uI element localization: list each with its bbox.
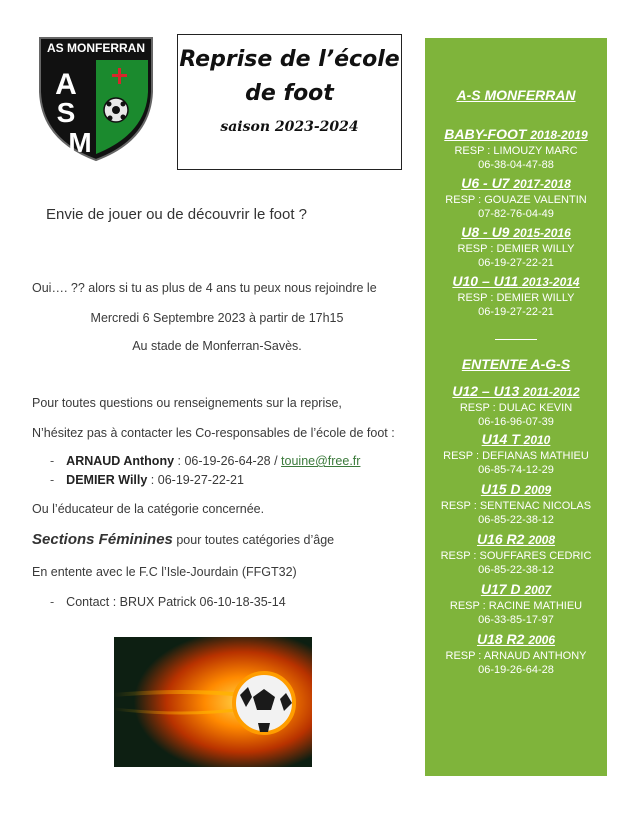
club-logo: [38, 30, 154, 162]
category-years: 2013-2014: [522, 275, 580, 289]
category-u15: [425, 481, 607, 527]
contact-phone-1: : 06-19-26-64-28 /: [174, 454, 282, 468]
feminine-contact: Contact : BRUX Patrick 06-10-18-35-14: [66, 595, 286, 609]
category-name: U12 – U13: [452, 383, 520, 399]
category-u17: [425, 581, 607, 627]
category-resp: RESP : ARNAUD ANTHONY: [445, 650, 587, 662]
category-resp: RESP : DEMIER WILLY: [457, 292, 575, 304]
category-resp: RESP : RACINE MATHIEU: [449, 600, 583, 612]
contact-person-2: - DEMIER Willy : 06-19-27-22-21: [50, 473, 244, 487]
category-phone: 07-82-76-04-49: [478, 208, 554, 220]
entente-heading: ENTENTE A-G-S: [461, 356, 571, 372]
logo-letter-s: S: [56, 97, 76, 128]
category-resp: RESP : GOUAZE VALENTIN: [445, 194, 587, 206]
logo-letter-a: A: [55, 68, 77, 101]
contact-person-1: - ARNAUD Anthony : 06-19-26-64-28 / touine@free.fr: [50, 454, 361, 468]
category-years: 2008: [528, 533, 556, 547]
category-years: 2018-2019: [530, 128, 588, 142]
title-season: saison 2023-2024: [220, 119, 359, 135]
category-u8-u9: [425, 224, 607, 270]
category-name: U6 - U7: [461, 175, 510, 191]
contact-email-link[interactable]: touine@free.fr: [281, 454, 361, 468]
headline: Envie de jouer ou de découvrir le foot ?: [46, 206, 307, 223]
category-name: U15 D: [480, 481, 521, 497]
intro-line-1: Oui…. ?? alors si tu as plus de 4 ans tu peux nous rejoindre le: [32, 281, 377, 295]
category-baby-foot: [425, 126, 607, 172]
category-years: 2009: [524, 483, 552, 497]
category-phone: 06-16-96-07-39: [478, 416, 554, 428]
category-years: 2015-2016: [513, 226, 571, 240]
contact-name-2: DEMIER Willy: [66, 473, 148, 487]
category-u14: [425, 431, 607, 477]
category-name: U18 R2: [476, 631, 525, 647]
title-box: [177, 34, 402, 170]
category-name: BABY-FOOT: [444, 126, 527, 142]
category-resp: RESP : SOUFFARES CEDRIC: [440, 550, 592, 562]
panel-separator: [495, 339, 537, 340]
contact-phone-2: : 06-19-27-22-21: [147, 473, 244, 487]
category-years: 2011-2012: [523, 385, 580, 399]
category-name: U10 – U11: [452, 273, 519, 289]
feminine-line: [32, 531, 334, 548]
intro-line-3: Au stade de Monferran-Savès.: [132, 339, 302, 353]
feminine-title: Sections Féminines: [32, 531, 173, 548]
category-resp: RESP : DEFIANAS MATHIEU: [443, 450, 589, 462]
category-resp: RESP : SENTENAC NICOLAS: [440, 500, 592, 512]
category-years: 2017-2018: [513, 177, 571, 191]
category-name: U8 - U9: [461, 224, 510, 240]
category-u18: [425, 631, 607, 677]
contact-line-1: Pour toutes questions ou renseignements sur la reprise,: [32, 396, 342, 410]
categories-panel: [425, 38, 607, 776]
category-name: U14 T: [481, 431, 520, 447]
category-phone: 06-19-27-22-21: [478, 257, 554, 269]
intro-line-2: Mercredi 6 Septembre 2023 à partir de 17h15: [90, 311, 344, 325]
category-years: 2006: [528, 633, 556, 647]
category-name: U16 R2: [476, 531, 525, 547]
category-u6-u7: [425, 175, 607, 221]
contact-educator: Ou l’éducateur de la catégorie concernée.: [32, 502, 265, 516]
category-resp: RESP : LIMOUZY MARC: [454, 145, 578, 157]
category-phone: 06-85-74-12-29: [478, 464, 554, 476]
feminine-contact-row: - Contact : BRUX Patrick 06-10-18-35-14: [50, 595, 286, 609]
category-phone: 06-19-26-64-28: [478, 664, 554, 676]
category-u12-u13: [425, 383, 607, 429]
category-phone: 06-19-27-22-21: [478, 306, 554, 318]
category-phone: 06-85-22-38-12: [478, 514, 554, 526]
title-line-2: de foot: [245, 81, 334, 106]
category-phone: 06-33-85-17-97: [478, 614, 554, 626]
category-phone: 06-38-04-47-88: [478, 159, 554, 171]
logo-letter-m: M: [68, 127, 92, 158]
category-name: U17 D: [480, 581, 521, 597]
club-heading: A-S MONFERRAN: [456, 87, 576, 103]
category-u16: [425, 531, 607, 577]
flaming-ball-image: [114, 637, 312, 767]
contact-line-2: N’hésitez pas à contacter les Co-responsables de l’école de foot :: [32, 426, 395, 440]
category-resp: RESP : DEMIER WILLY: [457, 243, 575, 255]
title-line-1: Reprise de l’école: [179, 47, 400, 72]
category-years: 2010: [523, 433, 551, 447]
feminine-rest: pour toutes catégories d’âge: [172, 533, 335, 547]
category-phone: 06-85-22-38-12: [478, 564, 554, 576]
feminine-partner: En entente avec le F.C l’Isle-Jourdain (FFGT32): [32, 565, 297, 579]
category-years: 2007: [524, 583, 552, 597]
contact-name-1: ARNAUD Anthony: [66, 454, 175, 468]
logo-club-name: AS MONFERRAN: [47, 41, 145, 55]
category-u10-u11: [425, 273, 607, 319]
category-resp: RESP : DULAC KEVIN: [459, 402, 573, 414]
